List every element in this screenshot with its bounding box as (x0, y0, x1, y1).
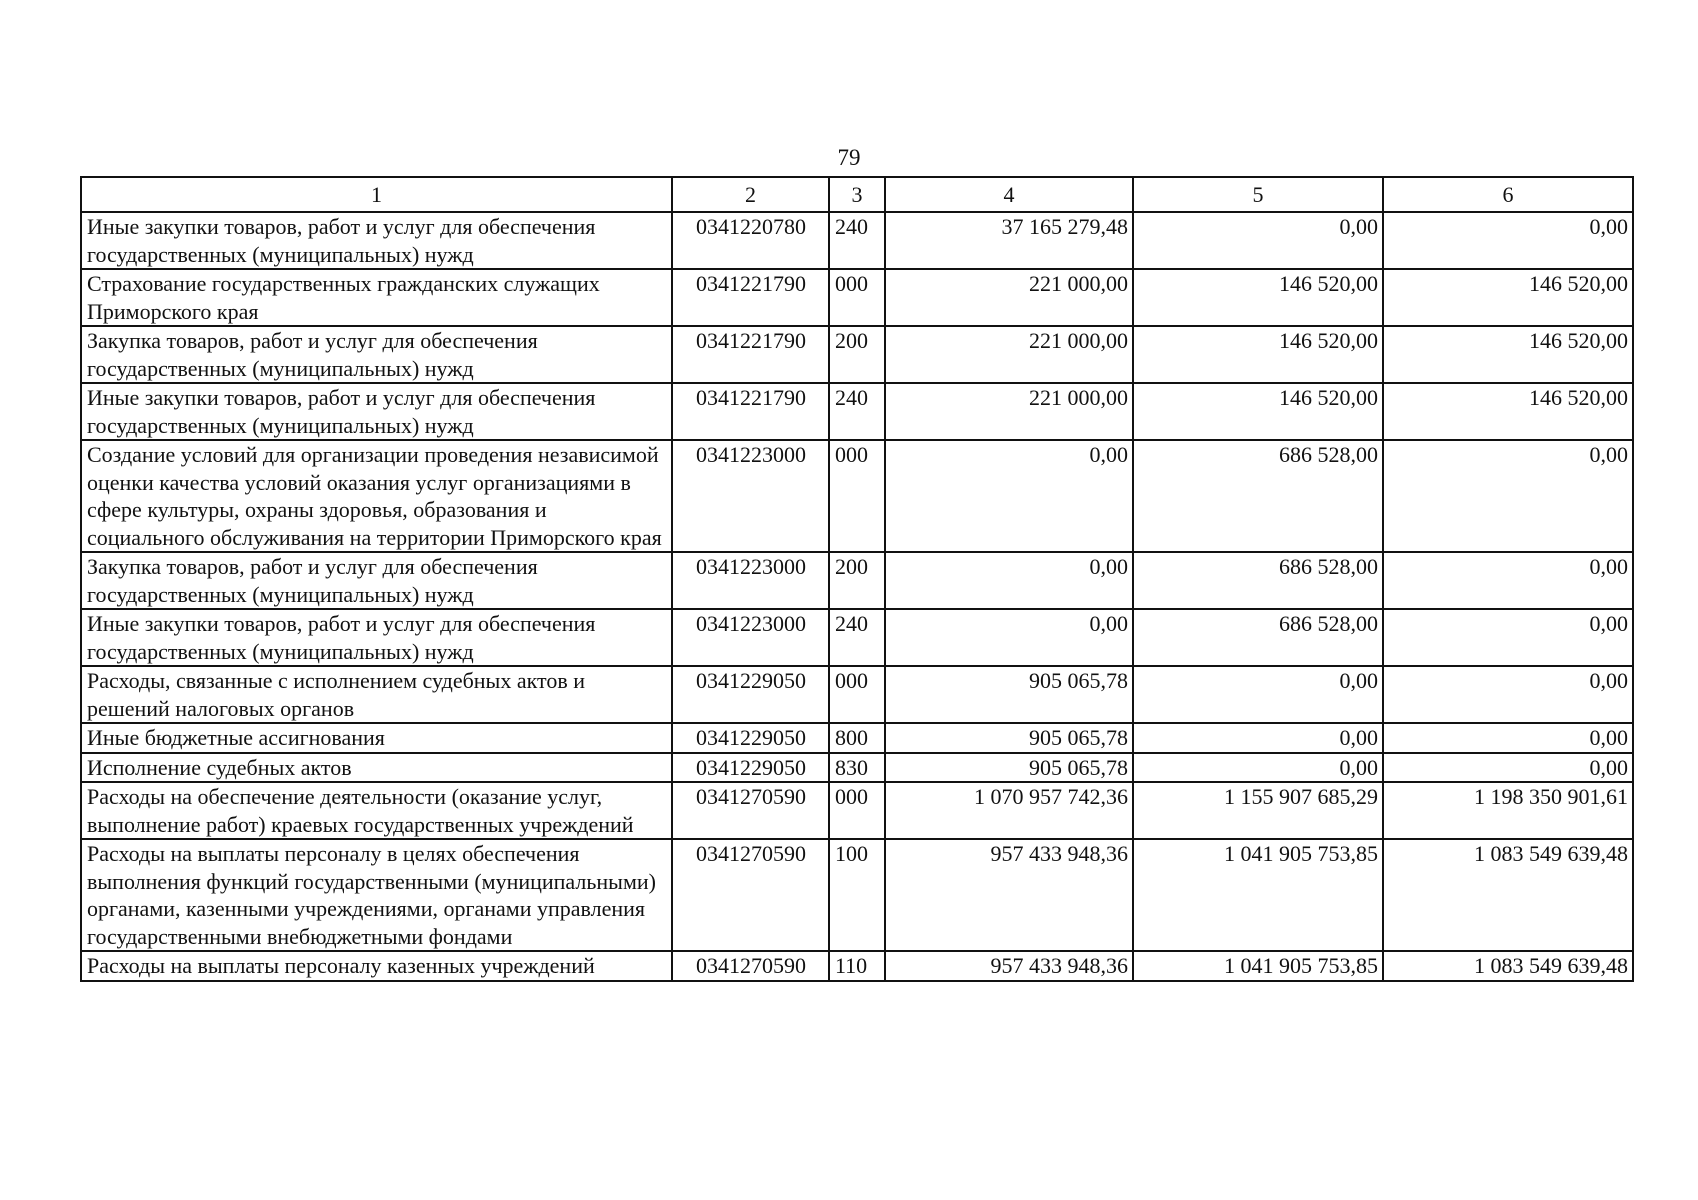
amount-col-6: 0,00 (1383, 212, 1633, 269)
expense-type-code: 240 (829, 383, 885, 440)
expense-type-code: 000 (829, 440, 885, 552)
amount-col-4: 0,00 (885, 440, 1133, 552)
amount-col-4: 221 000,00 (885, 269, 1133, 326)
amount-col-5: 0,00 (1133, 753, 1383, 783)
amount-col-6: 1 083 549 639,48 (1383, 951, 1633, 981)
amount-col-5: 0,00 (1133, 212, 1383, 269)
expense-name: Расходы, связанные с исполнением судебных актов и решений налоговых органов (81, 666, 672, 723)
expense-type-code: 800 (829, 723, 885, 753)
amount-col-6: 146 520,00 (1383, 269, 1633, 326)
table-row (81, 269, 1633, 326)
expense-name: Расходы на выплаты персоналу в целях обеспечения выполнения функций государственными (муниципальными) органами, казенными учреждениями, органами управления государственными внебюджетными фондами (81, 839, 672, 951)
amount-col-4: 957 433 948,36 (885, 951, 1133, 981)
expense-name: Иные бюджетные ассигнования (81, 723, 672, 753)
budget-table (80, 176, 1634, 982)
target-article-code: 0341223000 (672, 609, 829, 666)
expense-name: Расходы на выплаты персоналу казенных учреждений (81, 951, 672, 981)
target-article-code: 0341229050 (672, 666, 829, 723)
column-header-2: 2 (672, 177, 829, 212)
expense-type-code: 200 (829, 552, 885, 609)
expense-name: Страхование государственных гражданских служащих Приморского края (81, 269, 672, 326)
amount-col-5: 686 528,00 (1133, 440, 1383, 552)
amount-col-5: 1 155 907 685,29 (1133, 782, 1383, 839)
header-row (81, 177, 1633, 212)
column-header-6: 6 (1383, 177, 1633, 212)
amount-col-5: 0,00 (1133, 723, 1383, 753)
table-row (81, 782, 1633, 839)
table-row (81, 839, 1633, 951)
amount-col-4: 221 000,00 (885, 326, 1133, 383)
amount-col-6: 146 520,00 (1383, 326, 1633, 383)
expense-type-code: 000 (829, 666, 885, 723)
target-article-code: 0341270590 (672, 782, 829, 839)
table-row (81, 552, 1633, 609)
target-article-code: 0341221790 (672, 383, 829, 440)
expense-type-code: 000 (829, 269, 885, 326)
expense-name: Закупка товаров, работ и услуг для обеспечения государственных (муниципальных) нужд (81, 326, 672, 383)
expense-type-code: 240 (829, 609, 885, 666)
table-row (81, 440, 1633, 552)
column-header-5: 5 (1133, 177, 1383, 212)
column-header-4: 4 (885, 177, 1133, 212)
target-article-code: 0341223000 (672, 440, 829, 552)
amount-col-6: 0,00 (1383, 723, 1633, 753)
amount-col-5: 0,00 (1133, 666, 1383, 723)
amount-col-6: 0,00 (1383, 609, 1633, 666)
amount-col-6: 1 198 350 901,61 (1383, 782, 1633, 839)
target-article-code: 0341220780 (672, 212, 829, 269)
column-header-1: 1 (81, 177, 672, 212)
expense-name: Иные закупки товаров, работ и услуг для обеспечения государственных (муниципальных) нужд (81, 609, 672, 666)
expense-name: Расходы на обеспечение деятельности (оказание услуг, выполнение работ) краевых государственных учреждений (81, 782, 672, 839)
expense-type-code: 830 (829, 753, 885, 783)
target-article-code: 0341229050 (672, 753, 829, 783)
table-row (81, 212, 1633, 269)
target-article-code: 0341223000 (672, 552, 829, 609)
page-number: 79 (837, 145, 861, 170)
amount-col-4: 957 433 948,36 (885, 839, 1133, 951)
amount-col-5: 686 528,00 (1133, 609, 1383, 666)
target-article-code: 0341270590 (672, 839, 829, 951)
target-article-code: 0341229050 (672, 723, 829, 753)
table-row (81, 666, 1633, 723)
expense-type-code: 000 (829, 782, 885, 839)
amount-col-5: 686 528,00 (1133, 552, 1383, 609)
amount-col-6: 0,00 (1383, 552, 1633, 609)
amount-col-4: 905 065,78 (885, 666, 1133, 723)
amount-col-4: 905 065,78 (885, 723, 1133, 753)
expense-type-code: 100 (829, 839, 885, 951)
expense-type-code: 110 (829, 951, 885, 981)
amount-col-5: 146 520,00 (1133, 383, 1383, 440)
table-row (81, 383, 1633, 440)
amount-col-6: 0,00 (1383, 753, 1633, 783)
amount-col-4: 221 000,00 (885, 383, 1133, 440)
expense-name: Закупка товаров, работ и услуг для обеспечения государственных (муниципальных) нужд (81, 552, 672, 609)
amount-col-6: 1 083 549 639,48 (1383, 839, 1633, 951)
table-row (81, 326, 1633, 383)
amount-col-5: 1 041 905 753,85 (1133, 839, 1383, 951)
table-row (81, 753, 1633, 783)
expense-type-code: 240 (829, 212, 885, 269)
amount-col-5: 146 520,00 (1133, 326, 1383, 383)
amount-col-5: 146 520,00 (1133, 269, 1383, 326)
target-article-code: 0341221790 (672, 269, 829, 326)
table-row (81, 951, 1633, 981)
target-article-code: 0341270590 (672, 951, 829, 981)
column-header-3: 3 (829, 177, 885, 212)
expense-name: Создание условий для организации проведения независимой оценки качества условий оказания услуг организациями в сфере культуры, охраны здоровья, образования и социального обслуживания на территории Приморского края (81, 440, 672, 552)
amount-col-6: 0,00 (1383, 666, 1633, 723)
table-row (81, 723, 1633, 753)
table-row (81, 609, 1633, 666)
expense-type-code: 200 (829, 326, 885, 383)
amount-col-6: 146 520,00 (1383, 383, 1633, 440)
amount-col-6: 0,00 (1383, 440, 1633, 552)
expense-name: Исполнение судебных актов (81, 753, 672, 783)
target-article-code: 0341221790 (672, 326, 829, 383)
amount-col-4: 1 070 957 742,36 (885, 782, 1133, 839)
amount-col-4: 0,00 (885, 609, 1133, 666)
amount-col-4: 0,00 (885, 552, 1133, 609)
expense-name: Иные закупки товаров, работ и услуг для обеспечения государственных (муниципальных) нужд (81, 212, 672, 269)
amount-col-4: 37 165 279,48 (885, 212, 1133, 269)
amount-col-5: 1 041 905 753,85 (1133, 951, 1383, 981)
amount-col-4: 905 065,78 (885, 753, 1133, 783)
expense-name: Иные закупки товаров, работ и услуг для обеспечения государственных (муниципальных) нужд (81, 383, 672, 440)
